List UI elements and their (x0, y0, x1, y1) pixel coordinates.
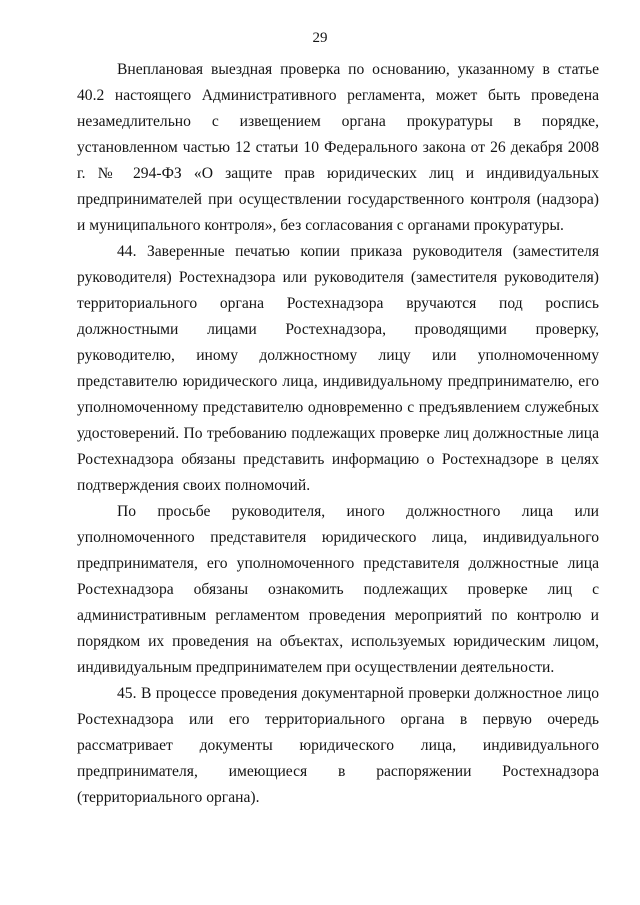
paragraph-regulation-familiarization: По просьбе руководителя, иного должностного лица или уполномоченного представителя юридического лица, индивидуального предпринимателя, его уполномоченного представителя должностные лица Ростехнадзора обязаны ознакомить подлежащих проверке лиц с административным регламентом проведения мероприятий по контролю и порядком их проведения на объектах, используемых юридическим лицом, индивидуальным предпринимателем при осуществлении деятельности. (77, 503, 599, 676)
document-body (77, 57, 599, 811)
paragraph-44: 44. Заверенные печатью копии приказа руководителя (заместителя руководителя) Ростехнадзора или руководителя (заместителя руководителя) территориального органа Ростехнадзора вручаются под роспись должностными лицами Ростехнадзора, проводящими проверку, руководителю, иному должностному лицу или уполномоченному представителю юридического лица, индивидуальному предпринимателю, его уполномоченному представителю одновременно с предъявлением служебных удостоверений. По требованию подлежащих проверке лиц должностные лица Ростехнадзора обязаны представить информацию о Ростехнадзоре в целях подтверждения своих полномочий. (77, 243, 599, 494)
paragraph-45: 45. В процессе проведения документарной проверки должностное лицо Ростехнадзора или его территориального органа в первую очередь рассматривает документы юридического лица, индивидуального предпринимателя, имеющиеся в распоряжении Ростехнадзора (территориального органа). (77, 685, 599, 806)
paragraph-unscheduled-inspection: Внеплановая выездная проверка по основанию, указанному в статье 40.2 настоящего Административного регламента, может быть проведена незамедлительно с извещением органа прокуратуры в порядке, установленном частью 12 статьи 10 Федерального закона от 26 декабря 2008 г. № 294-ФЗ «О защите прав юридических лиц и индивидуальных предпринимателей при осуществлении государственного контроля (надзора) и муниципального контроля», без согласования с органами прокуратуры. (77, 61, 599, 234)
page-number: 29 (312, 30, 328, 46)
